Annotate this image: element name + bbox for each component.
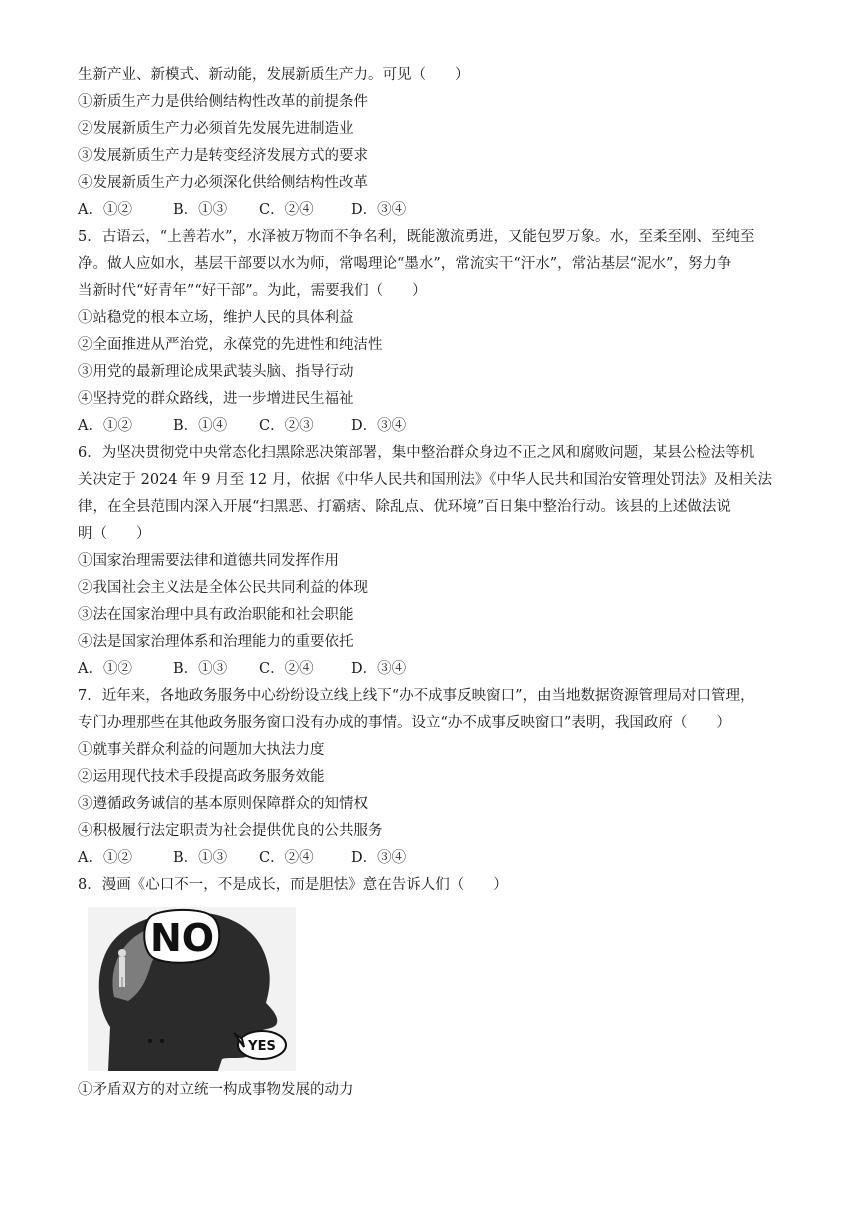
q4-statement-4: ④发展新质生产力必须深化供给侧结构性改革: [78, 175, 368, 191]
q7-option-c: C．②④: [259, 850, 314, 866]
q5-option-c: C．②③: [259, 418, 314, 434]
q7-statement-4: ④积极履行法定职责为社会提供优良的公共服务: [78, 823, 383, 839]
thought-text: NO: [149, 916, 215, 960]
q7-option-d: D．③④: [351, 850, 407, 866]
q5-stem-line-2: 净。做人应如水，基层干部要以水为师，常喝理论“墨水”，常流实干“汗水”，常沾基层“泥水”，努力争: [78, 256, 732, 272]
q5-statement-3: ③用党的最新理论成果武装头脑、指导行动: [78, 364, 354, 380]
q6-stem-line-4: 明（ ）: [78, 526, 151, 542]
q6-stem-line-1: 6．为坚决贯彻党中央常态化扫黑除恶决策部署，集中整治群众身边不正之风和腐败问题，某县公检法等机: [78, 445, 755, 461]
q8-statement-1: ①矛盾双方的对立统一构成事物发展的动力: [78, 1082, 354, 1098]
q4-statement-2: ②发展新质生产力必须首先发展先进制造业: [78, 121, 354, 137]
q4-option-b: B．①③: [173, 202, 228, 218]
q7-stem-line-1: 7．近年来，各地政务服务中心纷纷设立线上线下“办不成事反映窗口”，由当地数据资源管理局对口管理，: [78, 688, 755, 704]
q6-option-d: D．③④: [351, 661, 407, 677]
q6-stem-line-2: 关决定于 2024 年 9 月至 12 月，依据《中华人民共和国刑法》《中华人民共和国治安管理处罚法》及相关法: [78, 472, 772, 488]
q5-statement-2: ②全面推进从严治党，永葆党的先进性和纯洁性: [78, 337, 383, 353]
q4-stem: 生新产业、新模式、新动能，发展新质生产力。可见（ ）: [78, 67, 470, 83]
q5-stem-line-3: 当新时代“好青年”“好干部”。为此，需要我们（ ）: [78, 283, 427, 299]
mark-dot: [160, 1039, 164, 1043]
q6-option-b: B．①③: [173, 661, 228, 677]
q4-statement-1: ①新质生产力是供给侧结构性改革的前提条件: [78, 94, 368, 110]
q7-statement-1: ①就事关群众利益的问题加大执法力度: [78, 742, 325, 758]
q7-statement-2: ②运用现代技术手段提高政务服务效能: [78, 769, 325, 785]
q7-statement-3: ③遵循政务诚信的基本原则保障群众的知情权: [78, 796, 368, 812]
q4-option-c: C．②④: [259, 202, 314, 218]
q5-stem-line-1: 5．古语云，“上善若水”，水泽被万物而不争名利，既能激流勇进，又能包罗万象。水，至柔至刚、至纯至: [78, 229, 755, 245]
q6-statement-2: ②我国社会主义法是全体公民共同利益的体现: [78, 580, 368, 596]
q5-option-b: B．①④: [173, 418, 228, 434]
q6-option-c: C．②④: [259, 661, 314, 677]
q7-options: [78, 845, 784, 872]
exam-page: [78, 62, 784, 1104]
q6-statement-4: ④法是国家治理体系和治理能力的重要依托: [78, 634, 354, 650]
q5-option-a: A．①②: [78, 418, 132, 434]
q4-option-a: A．①②: [78, 202, 132, 218]
q6-stem-line-3: 律，在全县范围内深入开展“扫黑恶、打霸痞、除乱点、优环境”百日集中整治行动。该县的上述做法说: [78, 499, 731, 515]
q5-statement-1: ①站稳党的根本立场，维护人民的具体利益: [78, 310, 354, 326]
q4-options: [78, 197, 784, 224]
speech-text: YES: [248, 1039, 276, 1054]
q6-statement-1: ①国家治理需要法律和道德共同发挥作用: [78, 553, 339, 569]
q5-options: [78, 413, 784, 440]
q6-statement-3: ③法在国家治理中具有政治职能和社会职能: [78, 607, 354, 623]
q4-option-d: D．③④: [351, 202, 407, 218]
mark-dot: [148, 1039, 152, 1043]
q7-option-b: B．①③: [173, 850, 228, 866]
q7-stem-line-2: 专门办理那些在其他政务服务窗口没有办成的事情。设立“办不成事反映窗口”表明，我国政府（ ）: [78, 715, 731, 731]
cartoon-image: [88, 907, 296, 1071]
q5-statement-4: ④坚持党的群众路线，进一步增进民生福祉: [78, 391, 354, 407]
q7-option-a: A．①②: [78, 850, 132, 866]
q6-option-a: A．①②: [78, 661, 132, 677]
q5-option-d: D．③④: [351, 418, 407, 434]
q8-stem: 8．漫画《心口不一，不是成长，而是胆怯》意在告诉人们（ ）: [78, 877, 508, 893]
q4-statement-3: ③发展新质生产力是转变经济发展方式的要求: [78, 148, 368, 164]
q6-options: [78, 656, 784, 683]
